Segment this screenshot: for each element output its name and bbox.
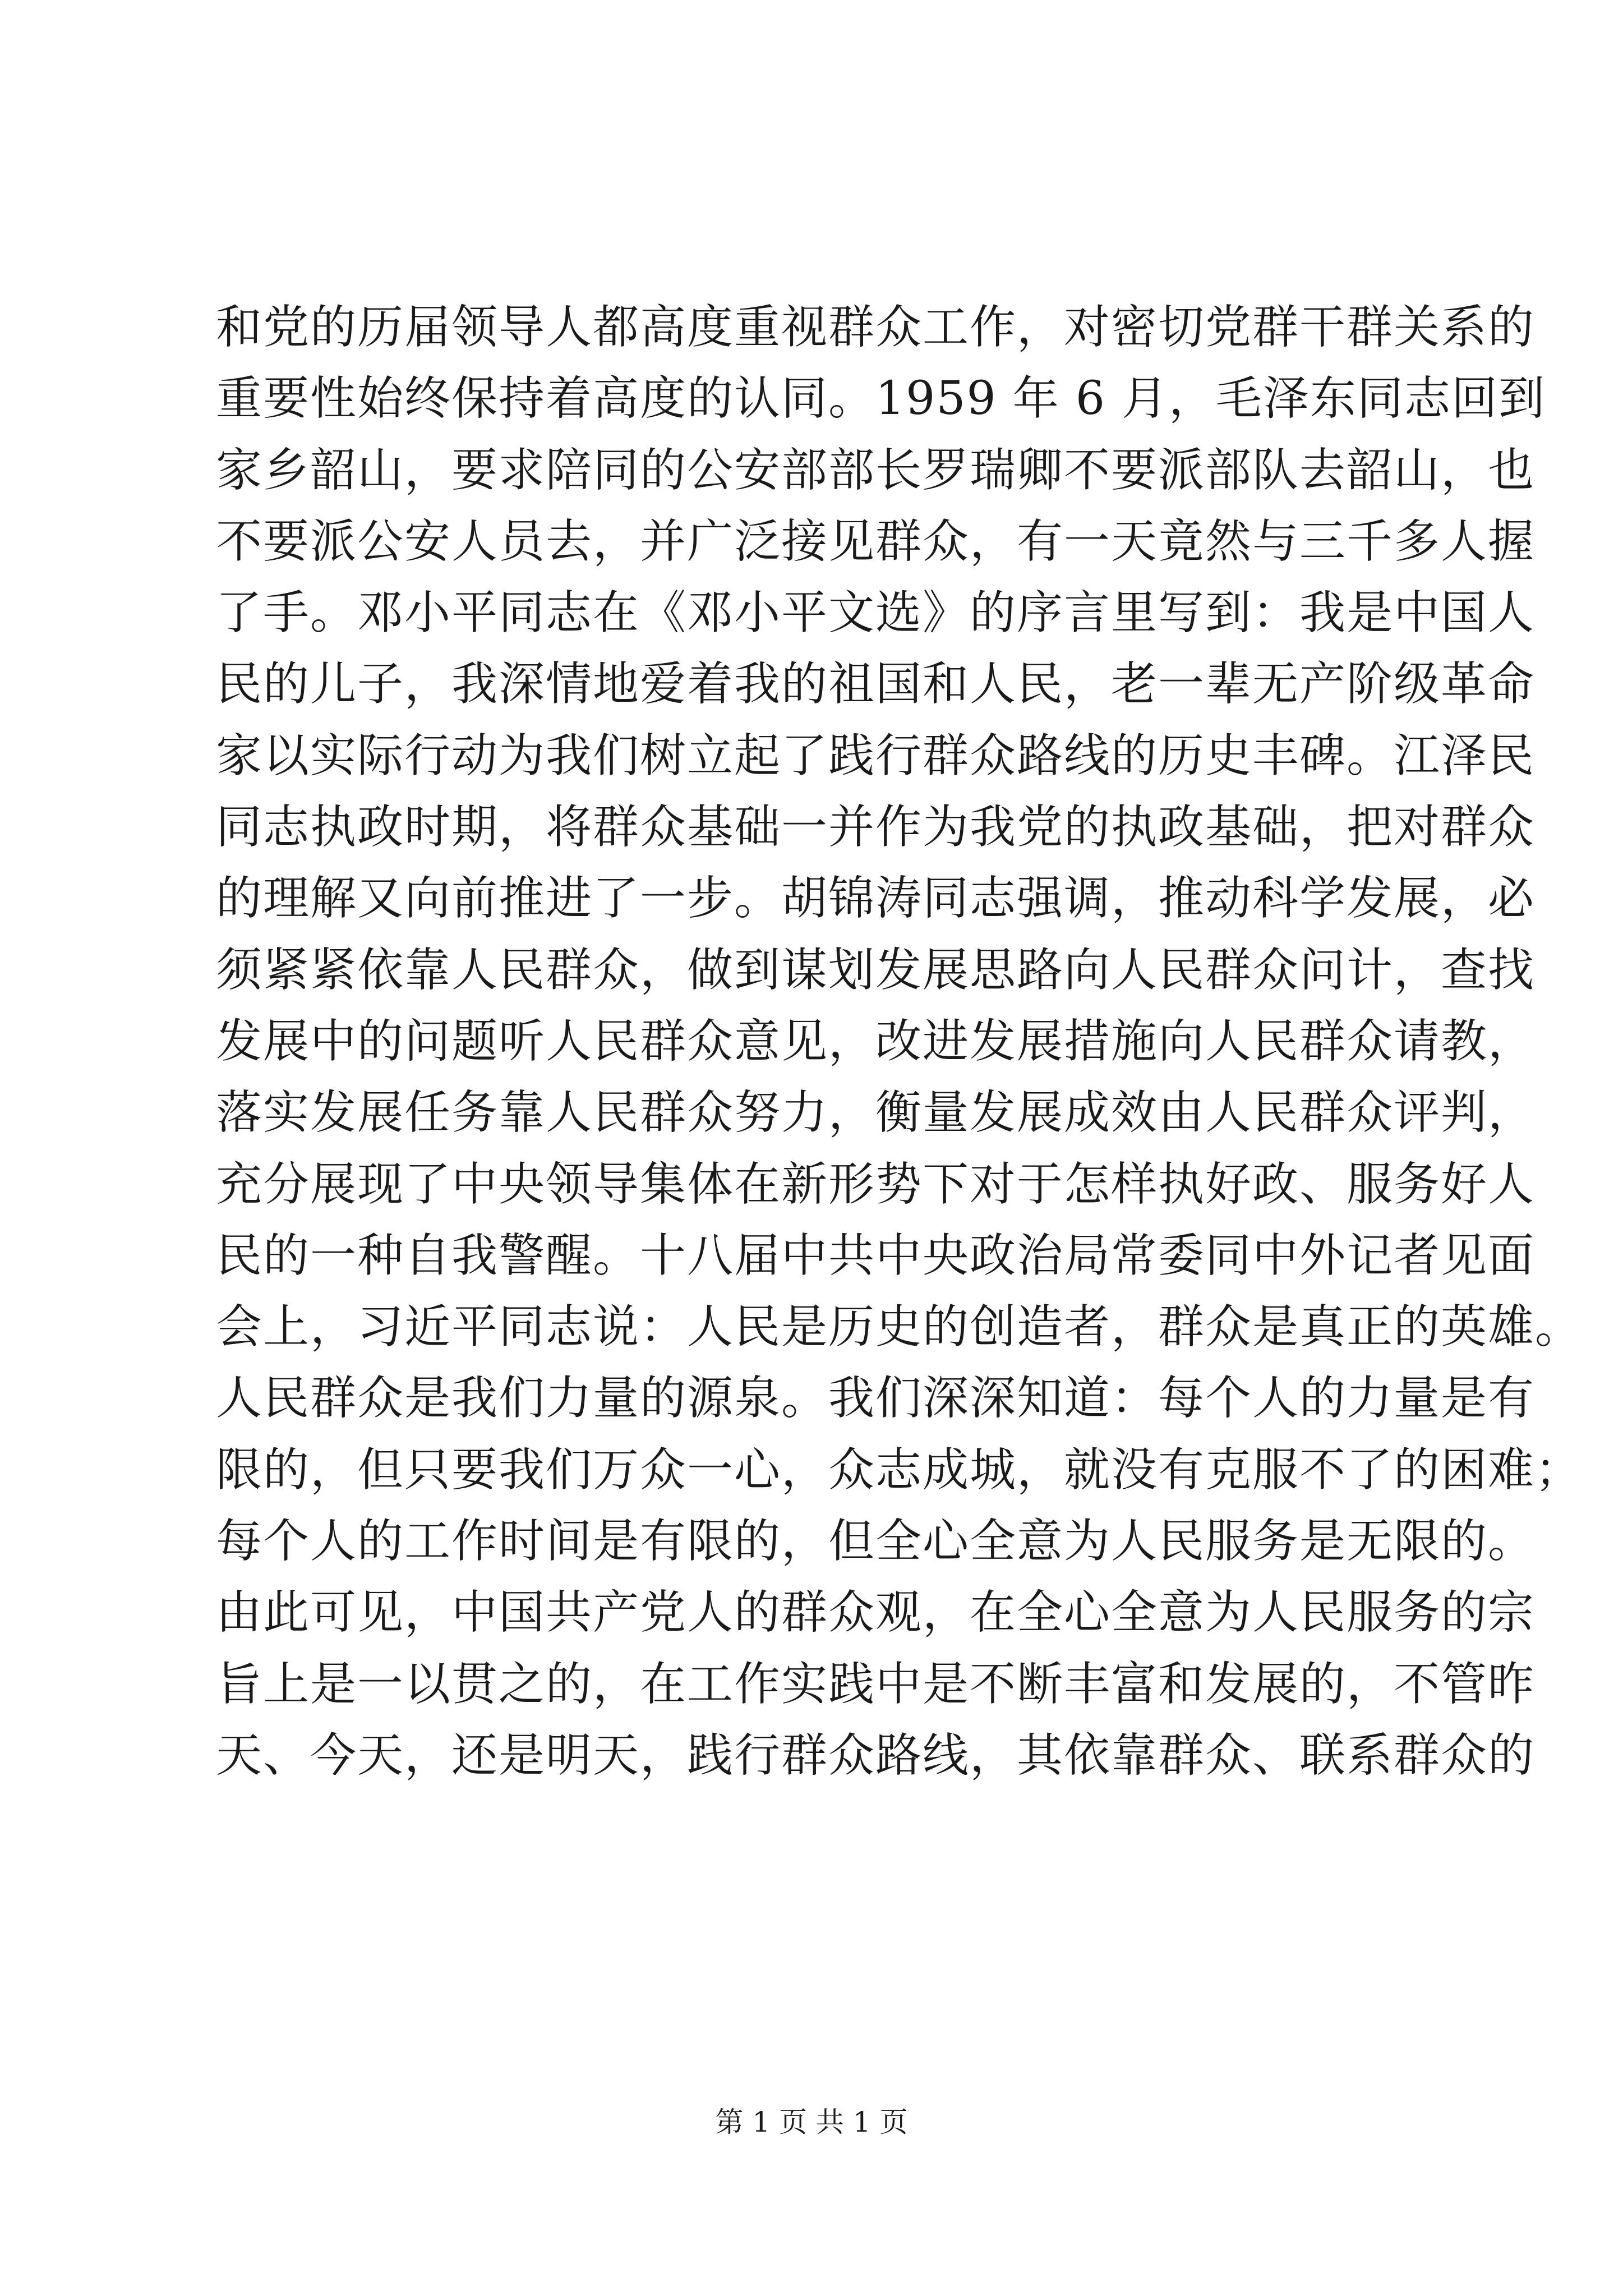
text-line: 落实发展任务靠人民群众努力，衡量发展成效由人民群众评判， bbox=[216, 1086, 1536, 1140]
text-line: 会上，习近平同志说：人民是历史的创造者，群众是真正的英雄。 bbox=[216, 1300, 1583, 1354]
text-line: 发展中的问题听人民群众意见，改进发展措施向人民群众请教， bbox=[216, 1014, 1536, 1068]
text-line: 了手。邓小平同志在《邓小平文选》的序言里写到：我是中国人 bbox=[216, 586, 1536, 640]
text-line: 限的，但只要我们万众一心，众志成城，就没有克服不了的困难； bbox=[216, 1443, 1583, 1497]
body-text bbox=[216, 292, 1583, 1791]
text-line: 家以实际行动为我们树立起了践行群众路线的历史丰碑。江泽民 bbox=[216, 729, 1536, 783]
text-line: 旨上是一以贯之的，在工作实践中是不断丰富和发展的，不管昨 bbox=[216, 1657, 1536, 1711]
text-line: 充分展现了中央领导集体在新形势下对于怎样执好政、服务好人 bbox=[216, 1157, 1536, 1211]
text-line: 民的儿子，我深情地爱着我的祖国和人民，老一辈无产阶级革命 bbox=[216, 657, 1536, 711]
text-line: 民的一种自我警醒。十八届中共中央政治局常委同中外记者见面 bbox=[216, 1228, 1536, 1282]
text-line: 由此可见，中国共产党人的群众观，在全心全意为人民服务的宗 bbox=[216, 1586, 1536, 1640]
text-line: 每个人的工作时间是有限的，但全心全意为人民服务是无限的。 bbox=[216, 1515, 1536, 1568]
text-line: 家乡韶山，要求陪同的公安部部长罗瑞卿不要派部队去韶山，也 bbox=[216, 443, 1536, 497]
text-line: 和党的历届领导人都高度重视群众工作，对密切党群干群关系的 bbox=[216, 301, 1536, 354]
text-line: 须紧紧依靠人民群众，做到谋划发展思路向人民群众问计，查找 bbox=[216, 943, 1536, 997]
text-line: 不要派公安人员去，并广泛接见群众，有一天竟然与三千多人握 bbox=[216, 514, 1536, 568]
text-line: 天、今天，还是明天，践行群众路线，其依靠群众、联系群众的 bbox=[216, 1728, 1536, 1782]
page-number-footer: 第 1 页 共 1 页 bbox=[715, 2106, 908, 2138]
text-line: 人民群众是我们力量的源泉。我们深深知道：每个人的力量是有 bbox=[216, 1372, 1536, 1425]
text-line: 同志执政时期，将群众基础一并作为我党的执政基础，把对群众 bbox=[216, 800, 1536, 854]
text-line: 的理解又向前推进了一步。胡锦涛同志强调，推动科学发展，必 bbox=[216, 872, 1536, 926]
text-line: 重要性始终保持着高度的认同。1959 年 6 月，毛泽东同志回到 bbox=[216, 372, 1546, 426]
